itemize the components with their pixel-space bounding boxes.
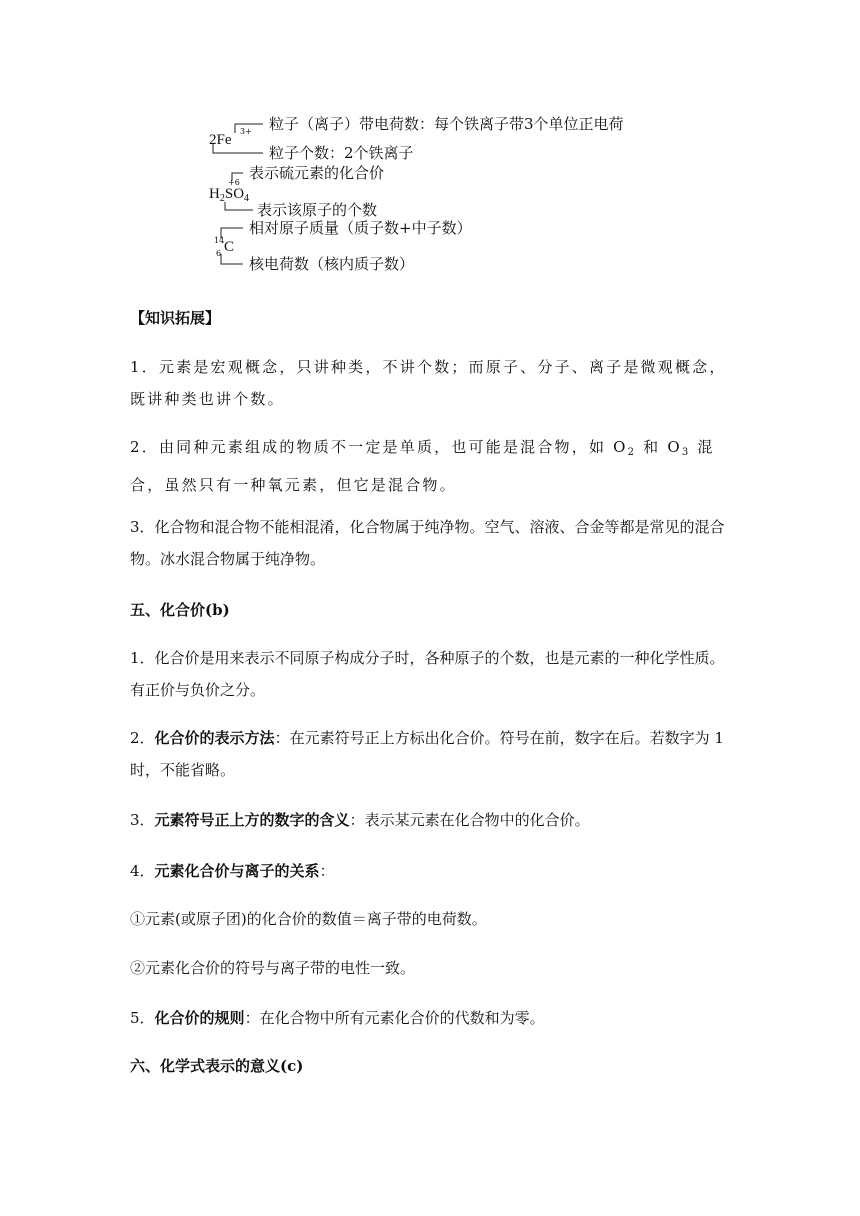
valence-item-3-term: 元素符号正上方的数字的含义 bbox=[154, 811, 350, 829]
fe-count-label: 粒子个数：2个铁离子 bbox=[269, 144, 414, 162]
h2so4-formula bbox=[209, 187, 249, 204]
expand-item-3: 3．化合物和混合物不能相混淆，化合物属于纯净物。空气、溶液、合金等都是常见的混合物。冰水混合物属于纯净物。 bbox=[130, 518, 725, 568]
carbon-atomic-number: 6 bbox=[216, 249, 222, 258]
o-subscript: 4 bbox=[244, 193, 250, 204]
valence-item-5-term: 化合价的规则 bbox=[154, 1009, 245, 1027]
section-6-title: 六、化学式表示的意义(c) bbox=[130, 1057, 304, 1075]
valence-item-1: 1．化合价是用来表示不同原子构成分子时，各种原子的个数，也是元素的一种化学性质。有正价与负价之分。 bbox=[130, 649, 725, 699]
atomic-number-connector bbox=[221, 254, 243, 264]
valence-item-3: 3．元素符号正上方的数字的含义：表示某元素在化合物中的化合价。 bbox=[130, 811, 590, 829]
valence-rule-2: ②元素化合价的符号与离子带的电性一致。 bbox=[130, 959, 416, 977]
s-valence-label: 表示硫元素的化合价 bbox=[249, 164, 385, 182]
h-count-label: 表示该原子的个数 bbox=[257, 201, 378, 219]
expand-item-1: 1．元素是宏观概念，只讲种类，不讲个数；而原子、分子、离子是微观概念，既讲种类也讲个数。 bbox=[130, 358, 727, 408]
fe-charge-label: 粒子（离子）带电荷数：每个铁离子带3个单位正电荷 bbox=[269, 115, 624, 133]
h-subscript: 2 bbox=[219, 193, 225, 204]
valence-rule-1: ①元素(或原子团)的化合价的数值＝离子带的电荷数。 bbox=[130, 910, 487, 928]
symbol-meaning-diagram bbox=[205, 108, 675, 278]
fe-ion-charge: 3+ bbox=[240, 127, 252, 136]
section-5-title: 五、化合价(b) bbox=[130, 601, 230, 619]
valence-item-4-term: 元素化合价与离子的关系 bbox=[154, 862, 320, 880]
carbon-mass-number: 14 bbox=[214, 236, 225, 245]
valence-item-2: 2．化合价的表示方法：在元素符号正上方标出化合价。符号在前，数字在后。若数字为 1 时，不能省略。 bbox=[130, 729, 724, 779]
h-symbol: H bbox=[209, 186, 220, 202]
valence-item-2-term: 化合价的表示方法 bbox=[154, 729, 275, 747]
valence-item-5: 5．化合价的规则：在化合物中所有元素化合价的代数和为零。 bbox=[130, 1009, 545, 1027]
valence-item-4: 4．元素化合价与离子的关系： bbox=[130, 862, 335, 880]
o-symbol: O bbox=[233, 186, 245, 202]
atomic-number-label: 核电荷数（核内质子数） bbox=[249, 255, 415, 273]
s-valence-mark: +6 bbox=[228, 178, 240, 187]
diagram-connector-lines bbox=[205, 108, 675, 278]
knowledge-expansion-heading: 【知识拓展】 bbox=[130, 309, 221, 327]
mass-number-connector bbox=[221, 228, 243, 238]
expand-item-2: 2．由同种元素组成的物质不一定是单质，也可能是混合物，如 $O_2$ 和 $O_3$ 混合，虽然只有一种氧元素，但它是混合物。 bbox=[130, 438, 715, 494]
mass-number-label: 相对原子质量（质子数+中子数） bbox=[249, 219, 472, 237]
fe-ion-symbol: 2Fe bbox=[209, 132, 232, 148]
s-symbol: S bbox=[224, 186, 234, 202]
carbon-symbol: C bbox=[224, 239, 235, 255]
